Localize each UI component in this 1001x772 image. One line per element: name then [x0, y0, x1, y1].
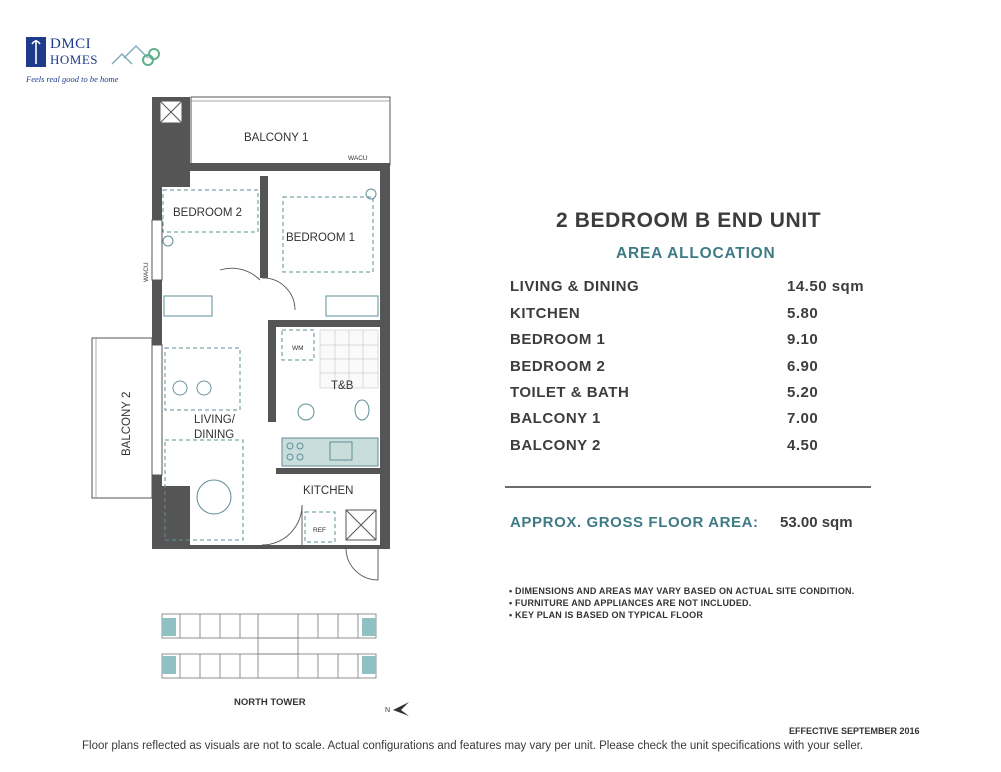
bedroom-2-label: BEDROOM 2: [173, 207, 243, 219]
area-row: [510, 437, 880, 461]
key-plan: [158, 610, 380, 685]
area-label: BALCONY 2: [510, 437, 601, 454]
living-label-line1: LIVING/: [194, 414, 235, 426]
note-item: • DIMENSIONS AND AREAS MAY VARY BASED ON ACTUAL SITE CONDITION.: [509, 586, 855, 596]
area-label: KITCHEN: [510, 305, 581, 322]
area-value: 6.90: [787, 358, 819, 375]
ref-label: REF: [313, 527, 326, 534]
note-item: • FURNITURE AND APPLIANCES ARE NOT INCLUDED.: [509, 598, 752, 608]
balcony-1-label: BALCONY 1: [244, 132, 309, 144]
north-arrow-icon: [383, 698, 413, 718]
dmci-homes-logo: [24, 34, 164, 89]
area-row: [510, 358, 880, 382]
living-label-line2: DINING: [194, 429, 235, 441]
floor-plan: [80, 90, 400, 590]
logo-tagline: Feels real good to be home: [26, 74, 119, 84]
logo-line-2: HOMES: [50, 52, 99, 67]
wacu-left-label: WACU: [143, 262, 150, 282]
area-value: 5.20: [787, 384, 819, 401]
area-row: [510, 305, 880, 329]
unit-title: 2 BEDROOM B END UNIT: [556, 209, 822, 232]
kitchen-label: KITCHEN: [303, 485, 354, 497]
area-row: [510, 331, 880, 355]
area-row: [510, 410, 880, 434]
wacu-top-label: WACU: [348, 155, 368, 162]
key-plan-tower-label: NORTH TOWER: [234, 697, 306, 708]
area-row: [510, 384, 880, 408]
walls: [152, 97, 390, 549]
balcony-2-label: BALCONY 2: [121, 391, 133, 456]
gross-floor-area-value: 53.00 sqm: [780, 514, 853, 531]
area-value: 5.80: [787, 305, 819, 322]
bedroom-1-label: BEDROOM 1: [286, 232, 356, 244]
footer-disclaimer: Floor plans reflected as visuals are not to scale. Actual configurations and features may vary per unit. Please check the unit specifications with your seller.: [82, 740, 864, 752]
area-allocation-heading: AREA ALLOCATION: [616, 245, 776, 262]
area-label: BEDROOM 2: [510, 358, 606, 375]
area-value: 4.50: [787, 437, 819, 454]
area-value: 14.50 sqm: [787, 278, 865, 295]
gross-floor-area-label: APPROX. GROSS FLOOR AREA:: [510, 514, 759, 531]
area-value: 9.10: [787, 331, 819, 348]
area-row: [510, 278, 880, 302]
note-item: • KEY PLAN IS BASED ON TYPICAL FLOOR: [509, 610, 704, 620]
area-label: BEDROOM 1: [510, 331, 606, 348]
area-label: TOILET & BATH: [510, 384, 630, 401]
divider: [505, 486, 871, 488]
key-plan-highlight: [162, 618, 176, 636]
tb-label: T&B: [331, 380, 354, 392]
wm-label: WM: [292, 345, 304, 352]
north-label: N: [385, 707, 391, 714]
area-label: LIVING & DINING: [510, 278, 640, 295]
logo-line-1: DMCI: [50, 36, 92, 52]
area-label: BALCONY 1: [510, 410, 601, 427]
area-value: 7.00: [787, 410, 819, 427]
effective-date: EFFECTIVE SEPTEMBER 2016: [789, 726, 920, 736]
